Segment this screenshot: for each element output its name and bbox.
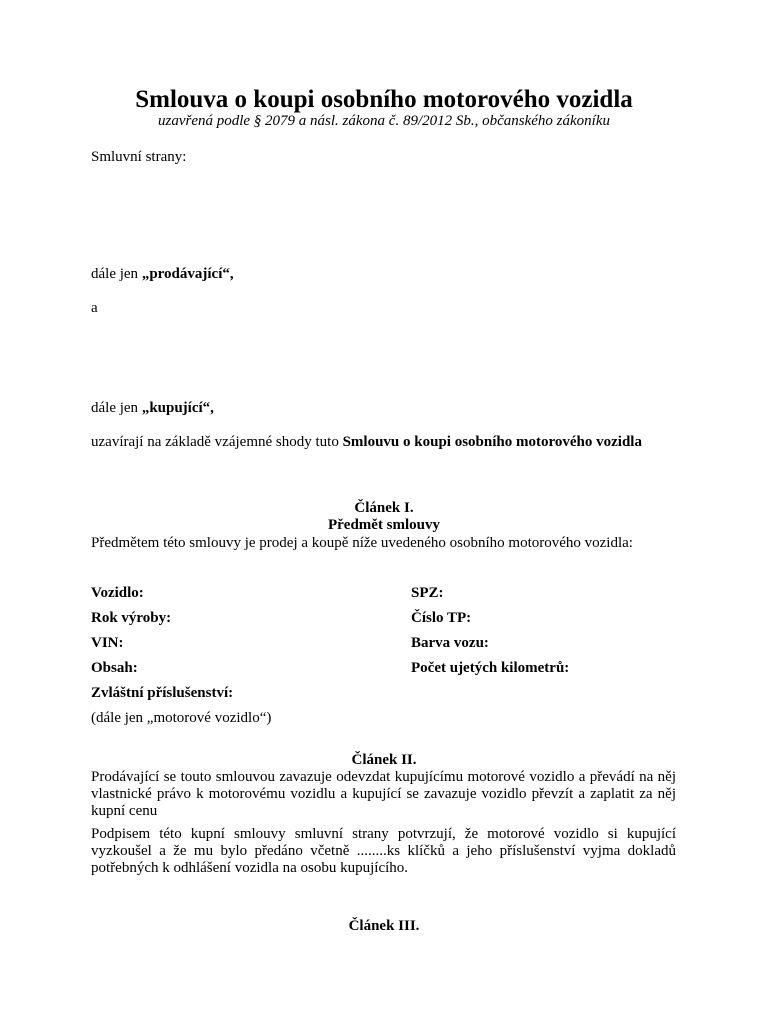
buyer-definition (91, 400, 214, 417)
article3-heading: Článek III. (348, 918, 420, 934)
seller-prefix: dále jen (91, 266, 142, 282)
article1-intro: Předmětem této smlouvy je prodej a koupě níže uvedeného osobního motorového vozidla: (91, 535, 633, 551)
field-engine-volume: Obsah: (91, 660, 138, 676)
field-license-plate: SPZ: (411, 585, 444, 601)
parties-label: Smluvní strany: (91, 149, 187, 165)
agreement-prefix: uzavírají na základě vzájemné shody tuto (91, 434, 343, 450)
field-year: Rok výroby: (91, 610, 172, 626)
document-title: Smlouva o koupi osobního motorového vozidla (135, 86, 633, 113)
seller-term: „prodávající“, (141, 266, 234, 282)
and-word: a (91, 300, 98, 316)
article1-heading: Článek I. (354, 500, 414, 516)
field-color: Barva vozu: (411, 635, 489, 651)
field-vehicle: Vozidlo: (91, 585, 144, 601)
field-accessories: Zvláštní příslušenství: (91, 685, 234, 701)
article2-paragraph1: Prodávající se touto smlouvou zavazuje odevzdat kupujícímu motorové vozidlo a převádí na něj vlastnické právo k motorovému vozidlu a kupující se zavazuje vozidlo převzít a zaplatit za něj kupní cenu (91, 769, 676, 819)
document-subtitle: uzavřená podle § 2079 a násl. zákona č. 89/2012 Sb., občanského zákoníku (157, 113, 611, 129)
buyer-term: „kupující“, (141, 400, 214, 416)
seller-definition (91, 266, 234, 283)
article1-subheading: Předmět smlouvy (327, 517, 441, 533)
agreement-title: Smlouvu o koupi osobního motorového vozidla (342, 434, 642, 450)
article2-paragraph2: Podpisem této kupní smlouvy smluvní strany potvrzují, že motorové vozidlo si kupující vyzkoušel a že mu bylo předáno včetně ........ks klíčků a jeho příslušenství vyjma dokladů potřebných k odhlášení vozidla na osobu kupujícího. (91, 826, 676, 876)
article2-heading: Článek II. (351, 752, 417, 768)
buyer-prefix: dále jen (91, 400, 142, 416)
vehicle-note: (dále jen „motorové vozidlo“) (91, 710, 272, 726)
field-registration-number: Číslo TP: (411, 610, 472, 626)
field-vin: VIN: (91, 635, 124, 651)
agreement-statement (91, 434, 642, 451)
field-mileage: Počet ujetých kilometrů: (411, 660, 570, 676)
